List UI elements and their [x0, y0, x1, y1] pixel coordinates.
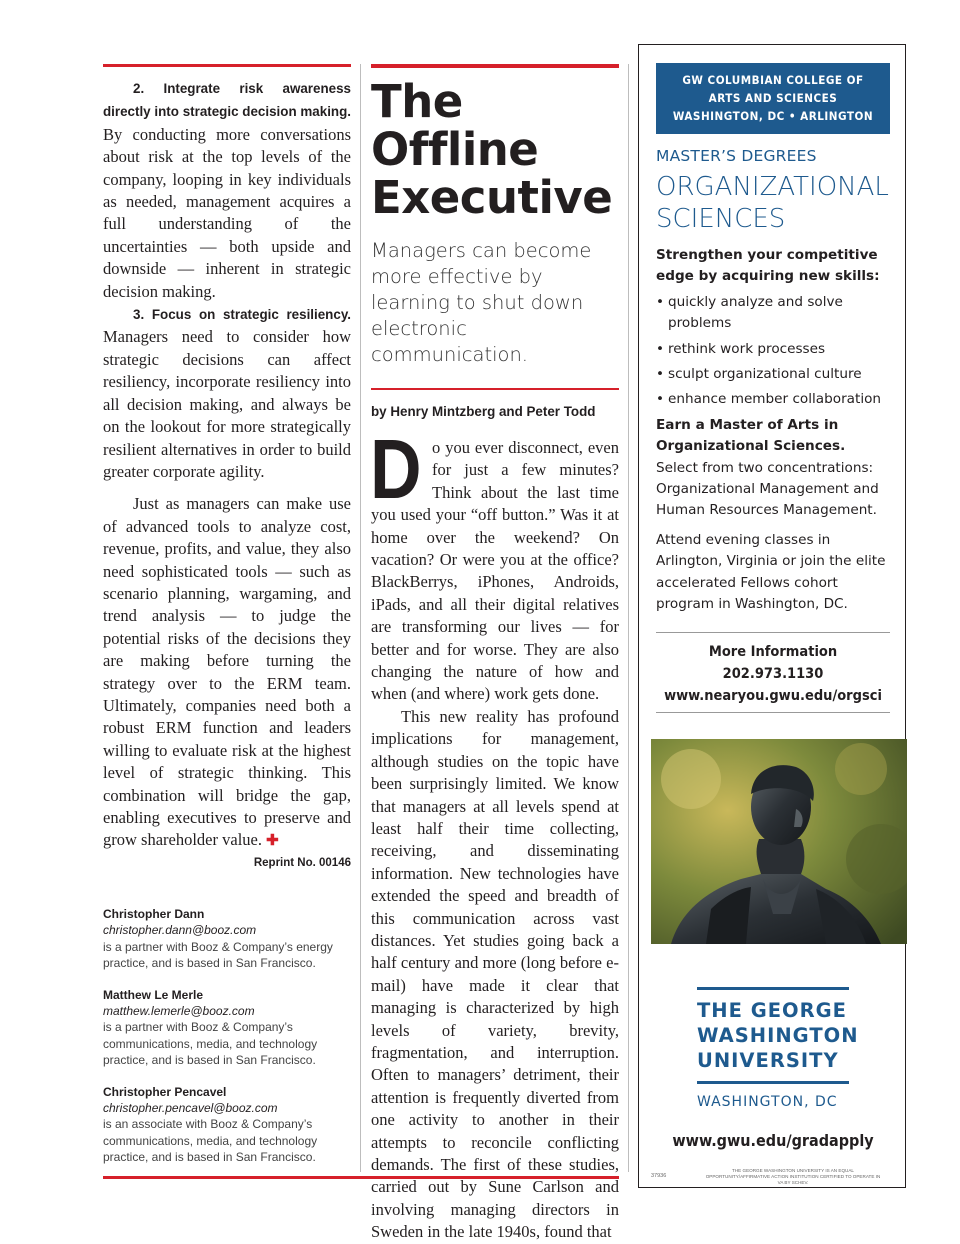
paragraph-resiliency	[103, 303, 351, 483]
logo-rule	[697, 1081, 849, 1084]
article-paragraph	[370, 422, 619, 706]
paragraph-lead: 3. Focus on strategic resiliency.	[133, 307, 351, 323]
paragraph-text: o you ever disconnect, even for just a few minutes? Think about the last time you used your “off button.” Was it at home over the weekend? On vacation? Or were you at the office? BlackBerrys, iPhones, Androids, iPads, and all their digital relatives are transforming our lives — for better and for worse. They are also changing the nature of how and when (and where) work gets done.	[371, 438, 619, 704]
wordmark-line: THE GEORGE	[697, 999, 847, 1022]
ad-rule	[656, 632, 890, 633]
wordmark-line: WASHINGTON	[697, 1024, 859, 1047]
gwu-advertisement	[638, 44, 906, 1188]
top-rule	[371, 64, 619, 68]
gwu-wordmark	[697, 998, 859, 1073]
ad-select: Select from two concentrations: Organizational Management and Human Resources Management.	[656, 459, 879, 519]
paragraph-text: Managers need to consider how strategic decisions can affect resiliency, incorporate resiliency into all decision making, and always be on the lookout for more strategically resilient alternatives in order to build greater corporate agility.	[103, 327, 351, 481]
ad-heading-line: SCIENCES	[656, 204, 786, 234]
reprint-number: Reprint No. 00146	[253, 856, 351, 869]
ad-body	[656, 245, 896, 624]
ad-earn: Earn a Master of Arts in Organizational Sciences.	[656, 416, 846, 455]
author-bio	[103, 906, 358, 972]
skill-item: • enhance member collaboration	[656, 389, 896, 410]
column-divider	[628, 64, 629, 1172]
paragraph-tools	[103, 493, 351, 853]
ad-heading	[656, 171, 889, 235]
ad-header-line: ARTS AND SCIENCES	[708, 91, 838, 105]
more-info-label: More Information	[708, 644, 838, 660]
phone-number[interactable]: 202.973.1130	[722, 666, 824, 682]
author-email[interactable]: christopher.pencavel@booz.com	[103, 1101, 278, 1116]
ad-header	[656, 63, 890, 134]
washington-statue-photo	[651, 739, 907, 944]
ad-strengthen: Strengthen your competitive edge by acquiring new skills:	[656, 247, 880, 285]
title-line: The Offline	[371, 75, 539, 176]
skill-item: • rethink work processes	[656, 339, 896, 360]
logo-rule	[697, 987, 849, 990]
apply-url-link[interactable]: www.gwu.edu/gradapply	[672, 1131, 874, 1150]
article-title	[371, 75, 619, 224]
author-description: is a partner with Booz & Company’s communications, media, and technology practice, and is based in San Francisco.	[103, 1020, 318, 1068]
author-email[interactable]: christopher.dann@booz.com	[103, 923, 257, 938]
paragraph-text: This new reality has profound implications for management, although studies on the topic have been surprisingly limited. We know that managers at all levels spend at least half their time collecting, receiving, and disseminating information. New technologies have extended the speed and breadth of this communication across vast distances. Yet studies going back a half century and more (long before e-mail) have made it clear that managing is characterized by high levels of variety, brevity, fragmentation, and interruption. Often to managers’ detriment, their attention is frequently diverted from one activity to another in their attempts to reconcile conflicting demands. The first of these studies, carried out by Sune Carlson and involving managing directors in Sweden in the late 1940s, found that	[371, 706, 619, 1242]
article-byline: by Henry Mintzberg and Peter Todd	[371, 404, 596, 419]
author-name: Christopher Dann	[103, 907, 205, 921]
paragraph-lead: 2. Integrate risk awareness directly into strategic decision making.	[103, 81, 351, 120]
author-bio	[103, 1084, 358, 1166]
ad-kicker: MASTER’S DEGREES	[656, 147, 817, 165]
more-information	[656, 641, 890, 707]
ad-heading-line: ORGANIZATIONAL	[656, 172, 889, 202]
deck-rule	[371, 388, 619, 390]
author-description: is an associate with Booz & Company’s communications, media, and technology practice, and is based in San Francisco.	[103, 1117, 318, 1165]
paragraph-text: By conducting more conversations about risk at the top levels of the company, looping in key individuals as needed, management acquires a full understanding of the uncertainties — both upside and downside — inherent in strategic decision making.	[103, 124, 351, 301]
ad-fine-print: THE GEORGE WASHINGTON UNIVERSITY IS AN EQUAL OPPORTUNITY/AFFIRMATIVE ACTION INSTITUTION CERTIFIED TO OPERATE IN VA BY SCHEV.	[705, 1168, 881, 1185]
skill-item: • sculpt organizational culture	[656, 364, 896, 385]
paragraph-text: Just as managers can make use of advanced tools to analyze cost, revenue, profits, and value, they also need sophisticated tools — such as scenario planning, wargaming, and trend analysis — to judge the potential risks of the decisions they are making before turning the strategy over to the ERM team. Ultimately, companies need both a robust ERM function and leaders willing to evaluate risk at the highest level of strategic thinking. This combination will bridge the gap, enabling executives to preserve and grow shareholder value.	[103, 494, 351, 850]
author-name: Matthew Le Merle	[103, 987, 204, 1002]
author-email[interactable]: matthew.lemerle@booz.com	[103, 1004, 255, 1019]
skills-list	[656, 292, 896, 411]
author-description: is a partner with Booz & Company’s energy practice, and is based in San Francisco.	[103, 939, 333, 971]
left-column	[103, 64, 351, 869]
top-rule	[103, 64, 351, 67]
drop-cap: D	[370, 422, 422, 516]
article-paragraph	[371, 706, 619, 1244]
gwu-logo	[697, 987, 859, 1110]
author-name: Christopher Pencavel	[103, 1084, 227, 1099]
author-bio	[103, 987, 358, 1069]
paragraph-integrate-risk	[103, 77, 351, 303]
column-divider	[360, 64, 361, 1172]
ad-code: 37936	[651, 1173, 667, 1179]
title-line: Executive	[371, 171, 613, 224]
author-bios	[103, 906, 358, 1181]
ad-header-line: GW COLUMBIAN COLLEGE OF	[682, 73, 864, 87]
article-column	[371, 64, 619, 1244]
ad-attend: Attend evening classes in Arlington, Virginia or join the elite accelerated Fellows cohort program in Washington, DC.	[656, 531, 886, 613]
info-url-link[interactable]: www.nearyou.gwu.edu/orgsci	[664, 688, 882, 704]
article-deck: Managers can become more effective by learning to shut down electronic communication.	[371, 239, 592, 366]
wordmark-line: UNIVERSITY	[697, 1049, 839, 1072]
ad-header-line: WASHINGTON, DC • ARLINGTON	[672, 109, 874, 123]
end-mark-icon: ✚	[266, 832, 279, 850]
skill-item: • quickly analyze and solve problems	[656, 292, 896, 335]
gwu-city: WASHINGTON, DC	[697, 1094, 838, 1110]
ad-rule	[656, 712, 890, 713]
